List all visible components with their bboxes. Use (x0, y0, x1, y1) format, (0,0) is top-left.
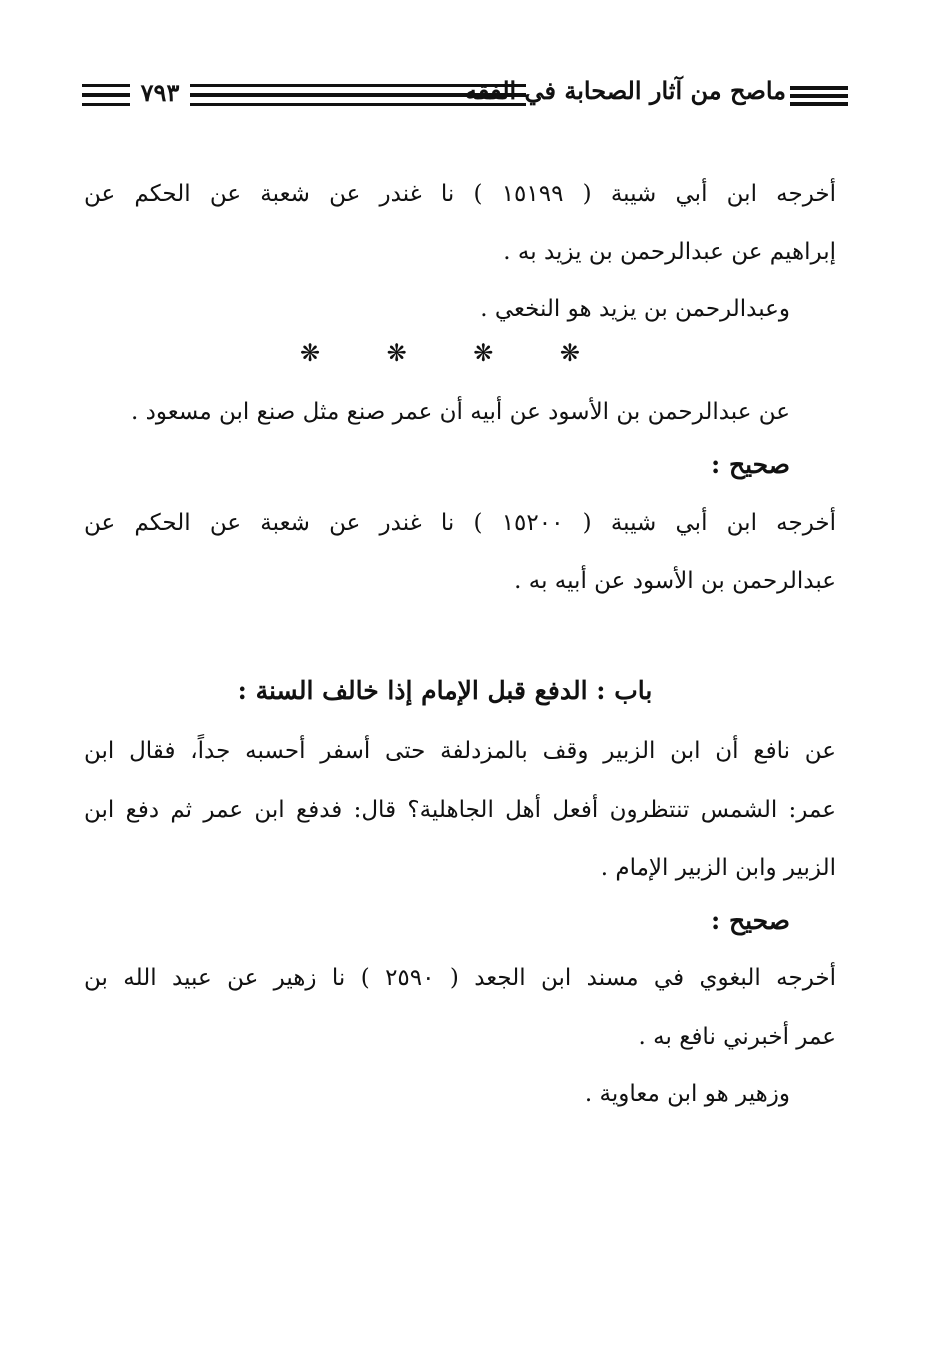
star-ornament-icon: ❋ (559, 339, 580, 367)
header-rule-right (790, 86, 848, 106)
text-line: أخرجه ابن أبي شيبة ( ١٥١٩٩ ) نا غندر عن شعبة عن الحكم عن (84, 181, 837, 207)
text-line: عن عبدالرحمن بن الأسود عن أبيه أن عمر صنع مثل صنع ابن مسعود . (131, 399, 790, 425)
grading-label: صحيح : (711, 450, 790, 479)
header-rule-left (82, 84, 130, 106)
star-ornament-icon: ❋ (386, 339, 407, 367)
text-line: عمر أخبرني نافع به . (638, 1024, 836, 1050)
section-separator (300, 338, 580, 368)
text-line: وزهير هو ابن معاوية . (584, 1081, 790, 1107)
grading-label: صحيح : (711, 906, 790, 935)
text-line: أخرجه ابن أبي شيبة ( ١٥٢٠٠ ) نا غندر عن شعبة عن الحكم عن (84, 510, 837, 536)
text-line: عن نافع أن ابن الزبير وقف بالمزدلفة حتى أسفر أحسبه جداً، فقال ابن (84, 738, 836, 764)
page-header (82, 74, 848, 114)
text-line: أخرجه البغوي في مسند ابن الجعد ( ٢٥٩٠ ) نا زهير عن عبيد الله بن (84, 965, 836, 991)
star-ornament-icon: ❋ (473, 339, 494, 367)
text-line: عبدالرحمن بن الأسود عن أبيه به . (514, 568, 836, 594)
running-title: ماصح من آثار الصحابة في الفقه (465, 76, 786, 105)
text-line: وعبدالرحمن بن يزيد هو النخعي . (480, 296, 790, 322)
page-number: ٧٩٣ (140, 78, 180, 107)
text-line: عمر: الشمس تنتظرون أفعل أهل الجاهلية؟ قال: فدفع ابن عمر ثم دفع ابن (84, 797, 836, 823)
text-line: الزبير وابن الزبير الإمام . (600, 855, 836, 881)
text-line: إبراهيم عن عبدالرحمن بن يزيد به . (503, 239, 836, 265)
star-ornament-icon: ❋ (300, 339, 321, 367)
section-heading: باب : الدفع قبل الإمام إذا خالف السنة : (237, 676, 653, 705)
